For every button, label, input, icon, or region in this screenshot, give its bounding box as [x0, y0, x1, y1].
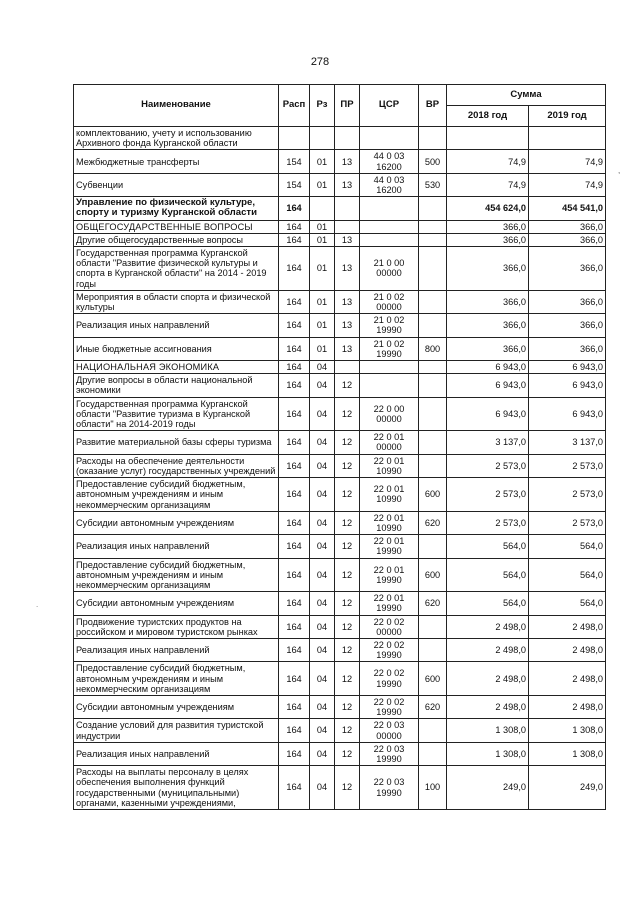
cell-vr: 600 [419, 558, 447, 592]
cell-v2018: 6 943,0 [447, 361, 529, 374]
cell-csr: 22 0 01 19990 [360, 558, 419, 592]
cell-v2018: 2 498,0 [447, 638, 529, 661]
cell-v2018: 1 308,0 [447, 742, 529, 765]
table-row [74, 361, 606, 374]
cell-rz: 04 [310, 662, 335, 696]
cell-v2019: 1 308,0 [529, 742, 606, 765]
cell-rz: 01 [310, 220, 335, 233]
cell-vr: 620 [419, 695, 447, 718]
table-row [74, 150, 606, 173]
cell-csr: 21 0 02 19990 [360, 314, 419, 337]
header-2019: 2019 год [529, 106, 606, 127]
cell-csr: 22 0 01 10990 [360, 478, 419, 512]
cell-pr: 12 [335, 592, 360, 615]
cell-rz: 04 [310, 592, 335, 615]
cell-v2018: 74,9 [447, 173, 529, 196]
cell-rasp: 164 [279, 220, 310, 233]
cell-v2019: 2 498,0 [529, 662, 606, 696]
cell-v2019: 74,9 [529, 150, 606, 173]
cell-v2018: 74,9 [447, 150, 529, 173]
cell-pr: 12 [335, 615, 360, 638]
cell-rasp [279, 127, 310, 150]
cell-v2018: 2 498,0 [447, 695, 529, 718]
header-2018: 2018 год [447, 106, 529, 127]
cell-v2018: 1 308,0 [447, 719, 529, 742]
cell-name: Другие вопросы в области национальной экономики [74, 374, 279, 397]
cell-pr: 13 [335, 247, 360, 291]
cell-name: комплектованию, учету и использованию Архивного фонда Курганской области [74, 127, 279, 150]
cell-vr [419, 290, 447, 313]
cell-vr: 620 [419, 511, 447, 534]
cell-name: Предоставление субсидий бюджетным, автономным учреждениям и иным некоммерческим организациям [74, 558, 279, 592]
cell-name: Развитие материальной базы сферы туризма [74, 431, 279, 454]
cell-csr: 21 0 00 00000 [360, 247, 419, 291]
cell-rasp: 164 [279, 197, 310, 220]
cell-pr [335, 220, 360, 233]
cell-name: Государственная программа Курганской области "Развитие физической культуры и спорта в Курганской области" на 2014 - 2019 годы [74, 247, 279, 291]
cell-pr: 13 [335, 290, 360, 313]
table-row [74, 535, 606, 558]
cell-rz: 04 [310, 558, 335, 592]
table-row [74, 431, 606, 454]
cell-v2018: 2 498,0 [447, 662, 529, 696]
cell-rasp: 164 [279, 431, 310, 454]
table-row [74, 173, 606, 196]
cell-name: Другие общегосударственные вопросы [74, 233, 279, 246]
cell-rasp: 164 [279, 454, 310, 477]
cell-rasp: 164 [279, 662, 310, 696]
cell-name: Реализация иных направлений [74, 638, 279, 661]
cell-name: Субсидии автономным учреждениям [74, 511, 279, 534]
cell-rz: 04 [310, 431, 335, 454]
cell-pr: 12 [335, 558, 360, 592]
cell-v2018 [447, 127, 529, 150]
cell-name: Межбюджетные трансферты [74, 150, 279, 173]
cell-rz: 04 [310, 719, 335, 742]
cell-csr: 22 0 03 19990 [360, 766, 419, 810]
cell-rasp: 164 [279, 397, 310, 431]
cell-name: Расходы на обеспечение деятельности (оказание услуг) государственных учреждений [74, 454, 279, 477]
margin-dot: . [36, 600, 39, 609]
cell-name: Мероприятия в области спорта и физической культуры [74, 290, 279, 313]
cell-pr: 13 [335, 150, 360, 173]
cell-v2018: 6 943,0 [447, 374, 529, 397]
cell-v2018: 3 137,0 [447, 431, 529, 454]
cell-vr [419, 397, 447, 431]
cell-rasp: 164 [279, 638, 310, 661]
cell-v2019: 366,0 [529, 220, 606, 233]
cell-rasp: 164 [279, 719, 310, 742]
cell-csr: 21 0 02 00000 [360, 290, 419, 313]
cell-vr [419, 535, 447, 558]
cell-csr: 22 0 01 19990 [360, 592, 419, 615]
cell-csr [360, 197, 419, 220]
cell-v2018: 6 943,0 [447, 397, 529, 431]
cell-rasp: 164 [279, 247, 310, 291]
header-sum: Сумма [447, 85, 606, 106]
cell-rz: 01 [310, 337, 335, 360]
cell-pr: 12 [335, 766, 360, 810]
cell-rasp: 164 [279, 511, 310, 534]
cell-v2018: 366,0 [447, 220, 529, 233]
budget-table [73, 84, 606, 810]
table-row [74, 766, 606, 810]
cell-name: Иные бюджетные ассигнования [74, 337, 279, 360]
cell-rasp: 154 [279, 150, 310, 173]
cell-vr [419, 127, 447, 150]
cell-rasp: 164 [279, 374, 310, 397]
cell-rasp: 154 [279, 173, 310, 196]
cell-rz: 01 [310, 173, 335, 196]
table-row [74, 478, 606, 512]
header-rasp: Расп [279, 85, 310, 127]
cell-name: Продвижение туристских продуктов на российском и мировом туристском рынках [74, 615, 279, 638]
cell-v2019: 2 498,0 [529, 695, 606, 718]
cell-pr [335, 361, 360, 374]
cell-rz: 04 [310, 478, 335, 512]
cell-name: Субвенции [74, 173, 279, 196]
cell-vr: 600 [419, 478, 447, 512]
cell-vr [419, 247, 447, 291]
cell-name: Субсидии автономным учреждениям [74, 695, 279, 718]
cell-name: Реализация иных направлений [74, 314, 279, 337]
cell-pr: 13 [335, 314, 360, 337]
cell-v2018: 2 573,0 [447, 454, 529, 477]
cell-v2018: 366,0 [447, 247, 529, 291]
cell-rz: 04 [310, 361, 335, 374]
cell-v2019: 2 498,0 [529, 638, 606, 661]
cell-csr [360, 127, 419, 150]
cell-pr: 12 [335, 511, 360, 534]
cell-rz: 01 [310, 314, 335, 337]
cell-rasp: 164 [279, 337, 310, 360]
cell-v2019: 2 573,0 [529, 478, 606, 512]
table-row [74, 374, 606, 397]
cell-v2019: 1 308,0 [529, 719, 606, 742]
cell-v2019: 564,0 [529, 535, 606, 558]
cell-vr [419, 374, 447, 397]
cell-vr: 530 [419, 173, 447, 196]
page-number: 278 [310, 56, 330, 68]
cell-pr: 13 [335, 337, 360, 360]
cell-pr: 12 [335, 719, 360, 742]
header-name: Наименование [74, 85, 279, 127]
header-rz: Рз [310, 85, 335, 127]
cell-pr: 13 [335, 173, 360, 196]
cell-vr [419, 742, 447, 765]
cell-v2019: 3 137,0 [529, 431, 606, 454]
cell-v2019: 2 498,0 [529, 615, 606, 638]
cell-csr: 44 0 03 16200 [360, 150, 419, 173]
cell-v2019: 366,0 [529, 247, 606, 291]
cell-rasp: 164 [279, 290, 310, 313]
cell-vr [419, 314, 447, 337]
cell-v2019: 6 943,0 [529, 361, 606, 374]
cell-rz: 04 [310, 454, 335, 477]
header-csr: ЦСР [360, 85, 419, 127]
cell-csr: 22 0 02 19990 [360, 638, 419, 661]
cell-vr: 600 [419, 662, 447, 696]
cell-csr [360, 374, 419, 397]
cell-csr: 22 0 01 19990 [360, 535, 419, 558]
cell-rz: 04 [310, 766, 335, 810]
cell-pr: 12 [335, 478, 360, 512]
cell-csr: 22 0 01 10990 [360, 511, 419, 534]
cell-rz: 01 [310, 150, 335, 173]
cell-v2019: 74,9 [529, 173, 606, 196]
table-row [74, 397, 606, 431]
cell-pr: 12 [335, 638, 360, 661]
table-row [74, 742, 606, 765]
cell-vr [419, 233, 447, 246]
cell-rasp: 164 [279, 695, 310, 718]
table-row [74, 592, 606, 615]
cell-rz: 04 [310, 374, 335, 397]
cell-vr [419, 431, 447, 454]
cell-v2019: 6 943,0 [529, 397, 606, 431]
cell-rz: 04 [310, 615, 335, 638]
cell-v2019: 366,0 [529, 290, 606, 313]
cell-csr: 22 0 02 19990 [360, 695, 419, 718]
cell-rz: 01 [310, 290, 335, 313]
cell-v2019: 454 541,0 [529, 197, 606, 220]
cell-v2019 [529, 127, 606, 150]
cell-csr: 22 0 02 19990 [360, 662, 419, 696]
cell-name: Предоставление субсидий бюджетным, автономным учреждениям и иным некоммерческим организациям [74, 478, 279, 512]
cell-v2018: 454 624,0 [447, 197, 529, 220]
cell-csr: 21 0 02 19990 [360, 337, 419, 360]
cell-v2019: 2 573,0 [529, 511, 606, 534]
cell-v2018: 366,0 [447, 337, 529, 360]
cell-vr [419, 361, 447, 374]
table-row [74, 127, 606, 150]
cell-csr [360, 220, 419, 233]
cell-csr: 22 0 01 10990 [360, 454, 419, 477]
cell-pr: 12 [335, 374, 360, 397]
table-row [74, 247, 606, 291]
cell-pr: 12 [335, 431, 360, 454]
cell-rasp: 164 [279, 558, 310, 592]
cell-v2019: 564,0 [529, 558, 606, 592]
cell-pr: 12 [335, 397, 360, 431]
cell-rasp: 164 [279, 535, 310, 558]
cell-v2018: 366,0 [447, 290, 529, 313]
cell-v2019: 366,0 [529, 233, 606, 246]
cell-name: Создание условий для развития туристской индустрии [74, 719, 279, 742]
cell-v2018: 2 573,0 [447, 511, 529, 534]
table-row [74, 233, 606, 246]
cell-csr: 22 0 01 00000 [360, 431, 419, 454]
cell-v2018: 2 498,0 [447, 615, 529, 638]
cell-rasp: 164 [279, 742, 310, 765]
cell-rz: 04 [310, 535, 335, 558]
table-row [74, 615, 606, 638]
cell-rz: 04 [310, 397, 335, 431]
cell-name: НАЦИОНАЛЬНАЯ ЭКОНОМИКА [74, 361, 279, 374]
header-pr: ПР [335, 85, 360, 127]
cell-rasp: 164 [279, 361, 310, 374]
cell-rasp: 164 [279, 478, 310, 512]
cell-rasp: 164 [279, 766, 310, 810]
cell-v2018: 564,0 [447, 535, 529, 558]
cell-csr: 22 0 03 00000 [360, 719, 419, 742]
cell-v2018: 366,0 [447, 314, 529, 337]
table-row [74, 220, 606, 233]
cell-csr: 22 0 02 00000 [360, 615, 419, 638]
table-row [74, 662, 606, 696]
cell-rz [310, 127, 335, 150]
cell-pr: 12 [335, 662, 360, 696]
cell-pr: 13 [335, 233, 360, 246]
cell-vr [419, 638, 447, 661]
table-row [74, 314, 606, 337]
cell-pr: 12 [335, 535, 360, 558]
cell-rasp: 164 [279, 592, 310, 615]
cell-vr: 500 [419, 150, 447, 173]
cell-v2019: 2 573,0 [529, 454, 606, 477]
cell-vr: 100 [419, 766, 447, 810]
table-row [74, 197, 606, 220]
cell-pr: 12 [335, 454, 360, 477]
cell-vr [419, 454, 447, 477]
table-row [74, 337, 606, 360]
table-row [74, 290, 606, 313]
cell-vr: 620 [419, 592, 447, 615]
cell-rasp: 164 [279, 314, 310, 337]
cell-rz: 04 [310, 511, 335, 534]
cell-rz: 04 [310, 638, 335, 661]
table-row [74, 454, 606, 477]
cell-pr: 12 [335, 695, 360, 718]
cell-v2019: 249,0 [529, 766, 606, 810]
cell-rz [310, 197, 335, 220]
cell-rz: 04 [310, 742, 335, 765]
cell-csr [360, 361, 419, 374]
cell-csr [360, 233, 419, 246]
cell-vr [419, 719, 447, 742]
cell-vr [419, 615, 447, 638]
cell-vr [419, 220, 447, 233]
cell-csr: 22 0 00 00000 [360, 397, 419, 431]
cell-name: Субсидии автономным учреждениям [74, 592, 279, 615]
table-row [74, 638, 606, 661]
cell-vr [419, 197, 447, 220]
table-row [74, 719, 606, 742]
cell-v2019: 366,0 [529, 314, 606, 337]
cell-rasp: 164 [279, 615, 310, 638]
cell-rz: 04 [310, 695, 335, 718]
cell-name: Государственная программа Курганской области "Развитие туризма в Курганской области" на 2014-2019 годы [74, 397, 279, 431]
cell-pr [335, 127, 360, 150]
cell-pr: 12 [335, 742, 360, 765]
cell-name: Предоставление субсидий бюджетным, автономным учреждениям и иным некоммерческим организациям [74, 662, 279, 696]
cell-v2018: 564,0 [447, 558, 529, 592]
cell-v2019: 564,0 [529, 592, 606, 615]
cell-v2018: 249,0 [447, 766, 529, 810]
cell-vr: 800 [419, 337, 447, 360]
table-body [74, 127, 606, 810]
cell-name: Реализация иных направлений [74, 742, 279, 765]
table-row [74, 558, 606, 592]
cell-name: Расходы на выплаты персоналу в целях обеспечения выполнения функций государственными (муниципальными) органами, казенными учреждениями, [74, 766, 279, 810]
cell-v2018: 564,0 [447, 592, 529, 615]
cell-pr [335, 197, 360, 220]
cell-name: Управление по физической культуре, спорту и туризму Курганской области [74, 197, 279, 220]
table-row [74, 511, 606, 534]
cell-name: ОБЩЕГОСУДАРСТВЕННЫЕ ВОПРОСЫ [74, 220, 279, 233]
cell-rz: 01 [310, 233, 335, 246]
cell-csr: 22 0 03 19990 [360, 742, 419, 765]
cell-v2018: 2 573,0 [447, 478, 529, 512]
margin-tick: , [618, 166, 621, 175]
cell-rz: 01 [310, 247, 335, 291]
cell-csr: 44 0 03 16200 [360, 173, 419, 196]
cell-rasp: 164 [279, 233, 310, 246]
table-row [74, 695, 606, 718]
cell-name: Реализация иных направлений [74, 535, 279, 558]
cell-v2019: 366,0 [529, 337, 606, 360]
cell-v2018: 366,0 [447, 233, 529, 246]
cell-v2019: 6 943,0 [529, 374, 606, 397]
header-vr: ВР [419, 85, 447, 127]
